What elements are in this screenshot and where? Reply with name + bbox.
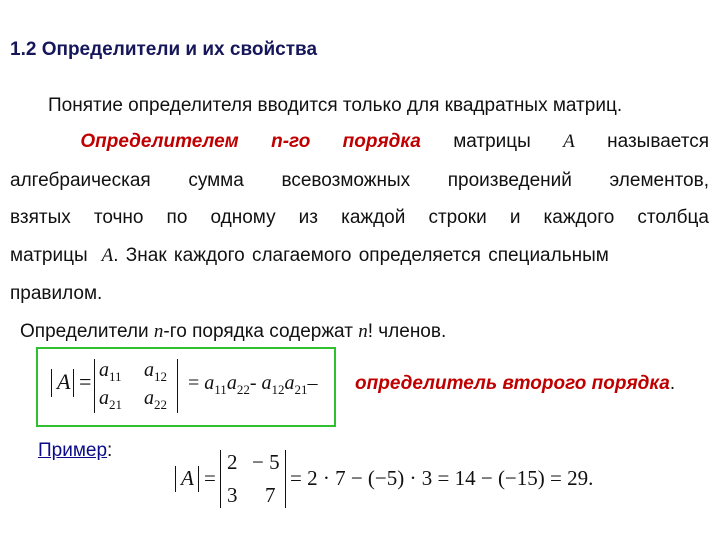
definition-word: называется — [607, 131, 709, 152]
matrix-symbol: A — [101, 245, 114, 266]
fact-line — [20, 321, 446, 343]
entry-a11: $a_{11}$ — [99, 359, 122, 384]
word: произведений — [447, 170, 572, 191]
definition-line-3 — [10, 207, 709, 229]
word: элементов, — [609, 170, 709, 191]
formula-label-line — [355, 373, 675, 395]
word: матрицы — [10, 245, 88, 266]
example-formula: A = 2 − 5 3 7 = 2 · 7 − (−5) · 3 = 14 − (−15) = 29. — [172, 448, 602, 512]
fact-text: ! членов. — [367, 321, 447, 342]
entry-a21: $a_{21}$ — [99, 387, 122, 412]
word: из — [298, 207, 318, 228]
matrix-symbol: A — [563, 131, 575, 152]
word: сумма — [188, 170, 244, 191]
fact-text: Определители — [20, 321, 154, 342]
definition-term: Определителем — [80, 131, 239, 152]
example-rhs: = 2 · 7 − (−5) · 3 = 14 − (−15) = 29. — [290, 466, 594, 490]
word: алгебраическая — [10, 170, 151, 191]
word: взятых — [10, 207, 71, 228]
definition-line-1 — [10, 131, 709, 153]
word: точно — [93, 207, 144, 228]
fact-text: -го порядка содержат — [163, 321, 359, 342]
example-heading — [38, 440, 112, 462]
word: всевозможных — [281, 170, 411, 191]
example-m12: − 5 — [252, 450, 280, 474]
example-m11: 2 — [227, 450, 238, 474]
period: . — [669, 373, 676, 394]
word: каждого — [543, 207, 615, 228]
word: столбца — [637, 207, 709, 228]
n-symbol: n — [153, 321, 164, 342]
example-link[interactable]: Пример — [38, 440, 108, 461]
word: каждой — [341, 207, 406, 228]
entry-a22: $a_{22}$ — [144, 387, 167, 412]
det-lhs-symbol: A — [57, 369, 71, 394]
formula-rhs: = $a_{11}a_{22}-$ $a_{12}a_{21}-$ — [188, 372, 318, 397]
definition-line-4-rest: . Знак каждого слагаемого определяется специальным — [113, 245, 609, 266]
formula-label: определитель второго порядка — [355, 373, 670, 394]
example-m21: 3 — [227, 483, 238, 507]
entry-a12: $a_{12}$ — [144, 359, 167, 384]
intro-text: Понятие определителя вводится только для квадратных матриц. — [48, 95, 623, 116]
definition-line-5: правилом. — [10, 283, 103, 304]
definition-line-2 — [10, 170, 709, 192]
word: по — [166, 207, 188, 228]
word: строки — [428, 207, 487, 228]
example-m22: 7 — [265, 483, 276, 507]
definition-word: матрицы — [453, 131, 531, 152]
word: одному — [210, 207, 276, 228]
example-lhs-symbol: A — [181, 466, 194, 490]
page-title: 1.2 Определители и их свойства — [10, 39, 318, 60]
word: и — [509, 207, 521, 228]
n-symbol: n — [358, 321, 368, 342]
determinant-formula: A = $a_{11}$ $a_{12}$ $a_{21}$ $a_{22}$ — [46, 357, 346, 417]
colon: : — [107, 440, 113, 461]
definition-term-order: порядка — [342, 131, 421, 152]
definition-line-4 — [10, 245, 709, 267]
definition-term-n: n-го — [271, 131, 311, 152]
